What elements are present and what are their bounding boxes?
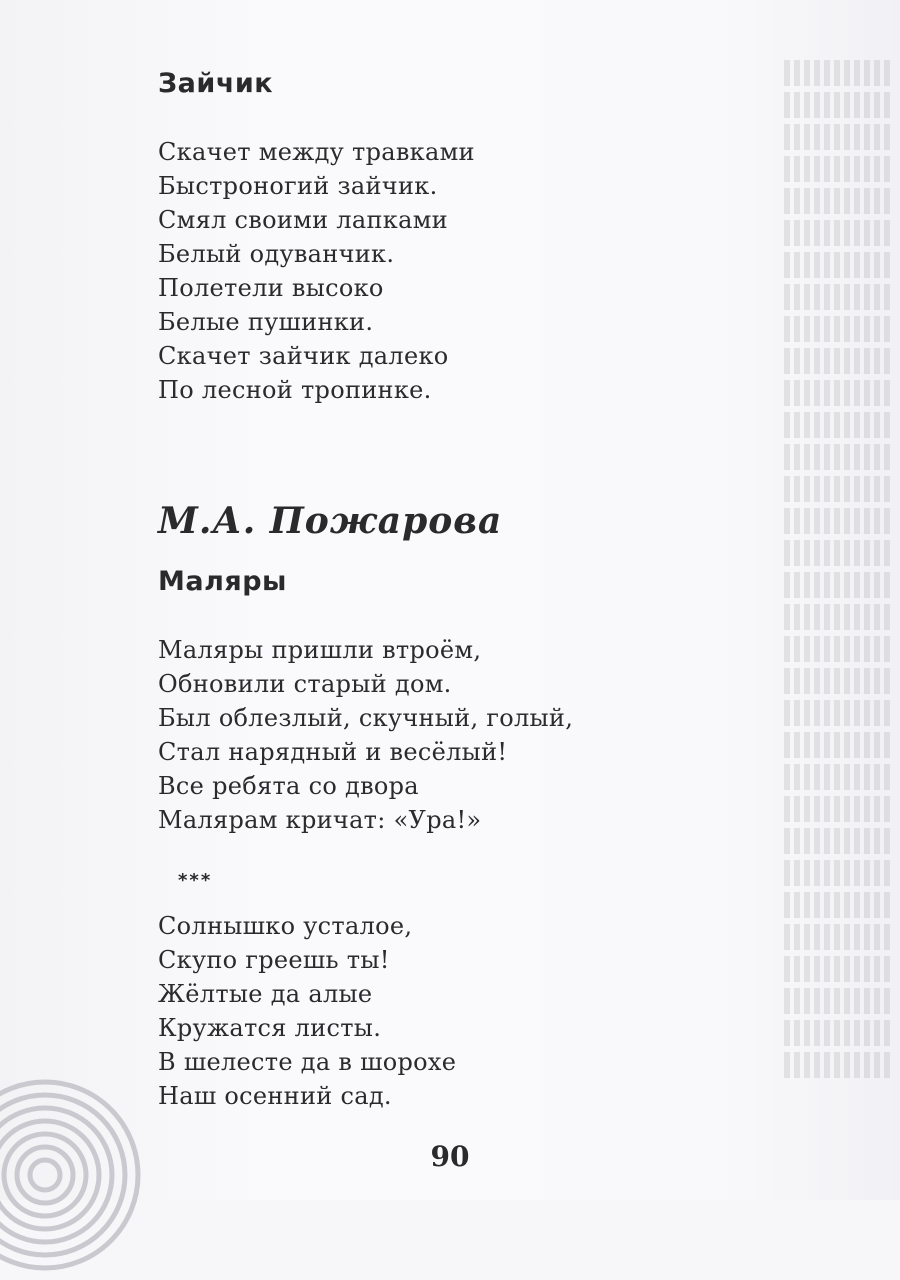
poem-line: Был облезлый, скучный, голый,: [158, 704, 574, 732]
poem-stars-title: ***: [178, 870, 213, 891]
poem-line: Солнышко усталое,: [158, 912, 413, 940]
poem-zaichik: [158, 68, 475, 407]
page-number: 90: [430, 1140, 470, 1173]
poem-untitled: [158, 870, 457, 1113]
poem-line: Быстроногий зайчик.: [158, 172, 438, 200]
poem-line: Белый одуванчик.: [158, 240, 395, 268]
poem-line: Белые пушинки.: [158, 308, 374, 336]
poem-line: Жёлтые да алые: [158, 980, 373, 1008]
poem-line: Скупо греешь ты!: [158, 946, 390, 974]
poem-line: Скачет между травками: [158, 138, 475, 166]
poem-line: Кружатся листы.: [158, 1014, 382, 1042]
poem-line: Маляры пришли втроём,: [158, 636, 482, 664]
author-heading: [158, 500, 502, 542]
bleed-through-texture: [780, 60, 900, 1160]
poem-line: Все ребята со двора: [158, 772, 419, 800]
poem-line: Обновили старый дом.: [158, 670, 452, 698]
poem-stanza: [158, 909, 456, 1113]
poem-line: По лесной тропинке.: [158, 376, 432, 404]
poem-stanza: [158, 135, 475, 407]
poem-line: Смял своими лапками: [158, 206, 448, 234]
poem-line: Малярам кричат: «Ура!»: [158, 806, 482, 834]
poem-line: Скачет зайчик далеко: [158, 342, 449, 370]
poem-line: Полетели высоко: [158, 274, 384, 302]
poem-title: Маляры: [158, 566, 287, 597]
author-name: М.А. Пожарова: [158, 500, 503, 542]
poem-stanza: [158, 633, 573, 837]
decorative-swirl-graphic: [0, 1070, 150, 1280]
poem-malyary: [158, 566, 573, 837]
poem-line: В шелесте да в шорохе: [158, 1048, 457, 1076]
poem-title: Зайчик: [158, 68, 274, 99]
poem-line: Стал нарядный и весёлый!: [158, 738, 508, 766]
poem-line: Наш осенний сад.: [158, 1082, 392, 1110]
